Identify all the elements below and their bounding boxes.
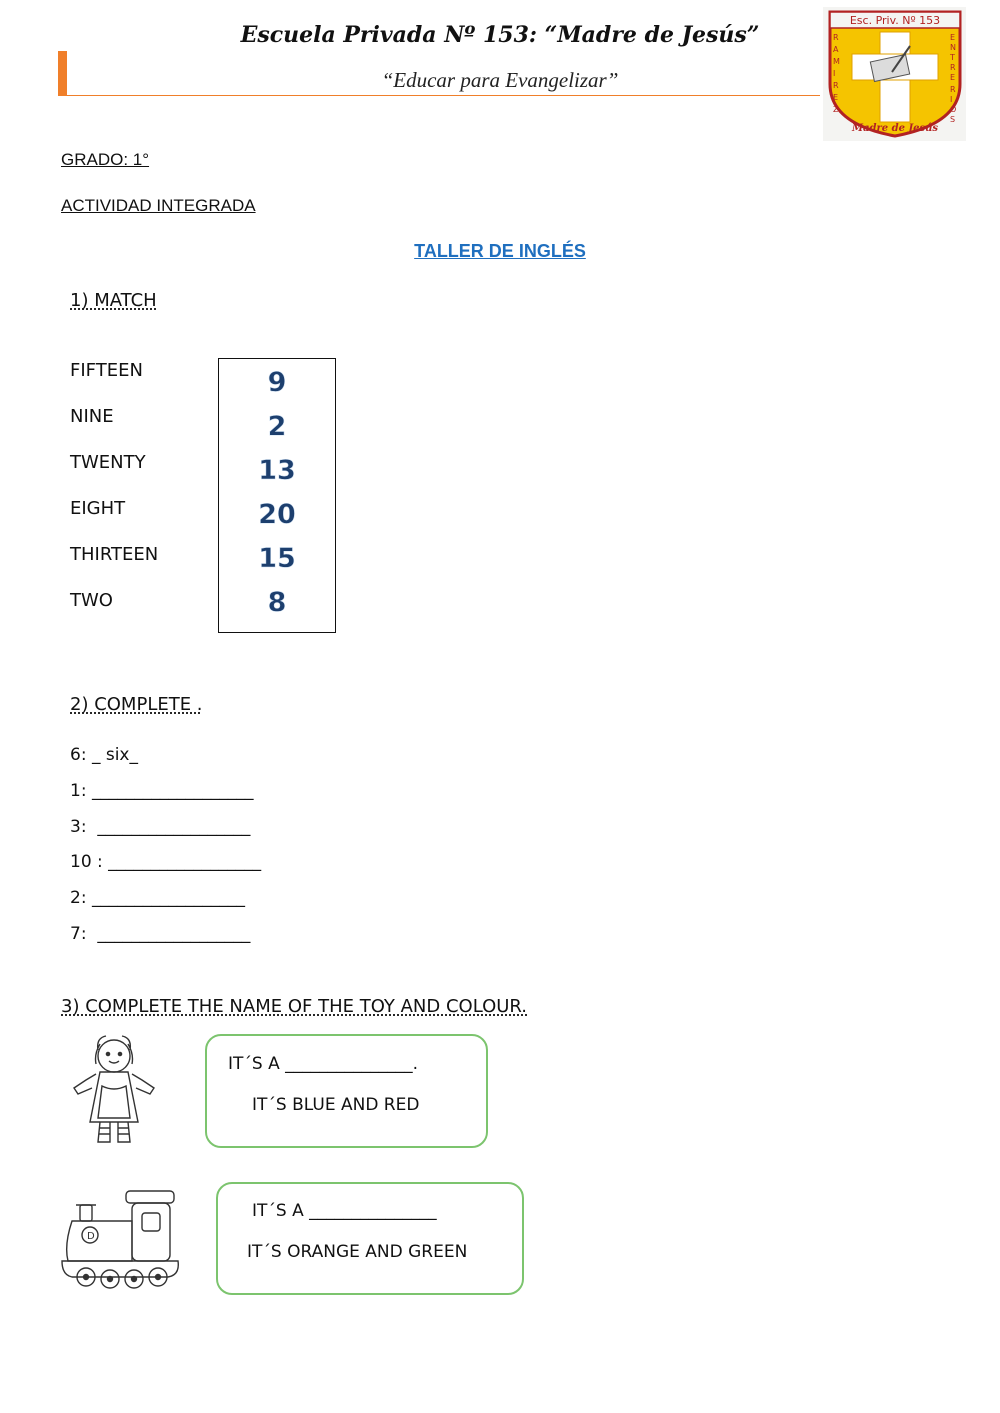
complete-line-6[interactable]: 7: __________________ [70,924,251,944]
match-number-4: 20 [258,499,296,530]
svg-text:T: T [950,53,955,62]
complete-line-2[interactable]: 1: ___________________ [70,781,254,801]
complete-line-4[interactable]: 10 : __________________ [70,852,262,872]
svg-text:S: S [950,115,956,124]
toy-train-image [58,1185,184,1295]
toy-answer-box-1 [205,1034,488,1148]
toy-1-colour-line: IT´S BLUE AND RED [252,1095,420,1115]
toy-answer-box-2 [216,1182,524,1295]
svg-text:R: R [833,33,839,42]
match-word-6: TWO [70,590,113,611]
svg-text:I: I [833,69,836,78]
svg-text:N: N [950,43,956,52]
workshop-title: TALLER DE INGLÉS [414,241,586,261]
toy-2-name-line[interactable]: IT´S A _______________ [252,1201,437,1221]
match-word-2: NINE [70,406,114,427]
match-number-3: 13 [258,455,296,486]
crest-bottom-text: Madre de Jesús [851,123,939,134]
svg-text:R: R [833,81,839,90]
svg-text:A: A [833,45,839,54]
activity-label: ACTIVIDAD INTEGRADA [61,196,256,215]
svg-text:D: D [87,1231,95,1242]
school-name: Escuela Privada Nº 153: “Madre de Jesús” [240,22,760,48]
grade-label: GRADO: 1° [61,150,150,169]
match-word-3: TWENTY [70,452,146,473]
match-number-2: 2 [267,411,287,442]
match-word-1: FIFTEEN [70,360,143,381]
complete-line-5[interactable]: 2: __________________ [70,888,245,908]
complete-line-1: 6: _ six_ [70,745,138,765]
rag-doll-image [66,1030,162,1148]
complete-line-3[interactable]: 3: __________________ [70,817,251,837]
svg-text:R: R [950,85,956,94]
svg-text:E: E [950,33,956,42]
header-divider [58,95,820,96]
match-word-5: THIRTEEN [70,544,159,565]
svg-text:R: R [950,63,956,72]
school-crest-logo [822,6,967,142]
school-motto: “Educar para Evangelizar” [381,68,619,92]
match-word-4: EIGHT [70,498,126,519]
section-3-title: 3) COMPLETE THE NAME OF THE TOY AND COLOUR. [61,996,528,1017]
svg-text:Z: Z [833,105,839,114]
match-number-5: 15 [258,543,296,574]
svg-text:E: E [950,73,956,82]
toy-2-colour-line: IT´S ORANGE AND GREEN [247,1242,468,1262]
match-number-1: 9 [267,367,287,398]
svg-text:I: I [950,95,953,104]
section-1-title: 1) MATCH [70,290,157,311]
match-number-6: 8 [267,587,287,618]
crest-top-text: Esc. Priv. Nº 153 [849,14,941,27]
svg-text:O: O [950,105,957,114]
toy-1-name-line[interactable]: IT´S A _______________. [228,1054,419,1074]
svg-text:M: M [833,57,840,66]
section-2-title: 2) COMPLETE . [70,694,203,715]
svg-text:E: E [833,93,839,102]
